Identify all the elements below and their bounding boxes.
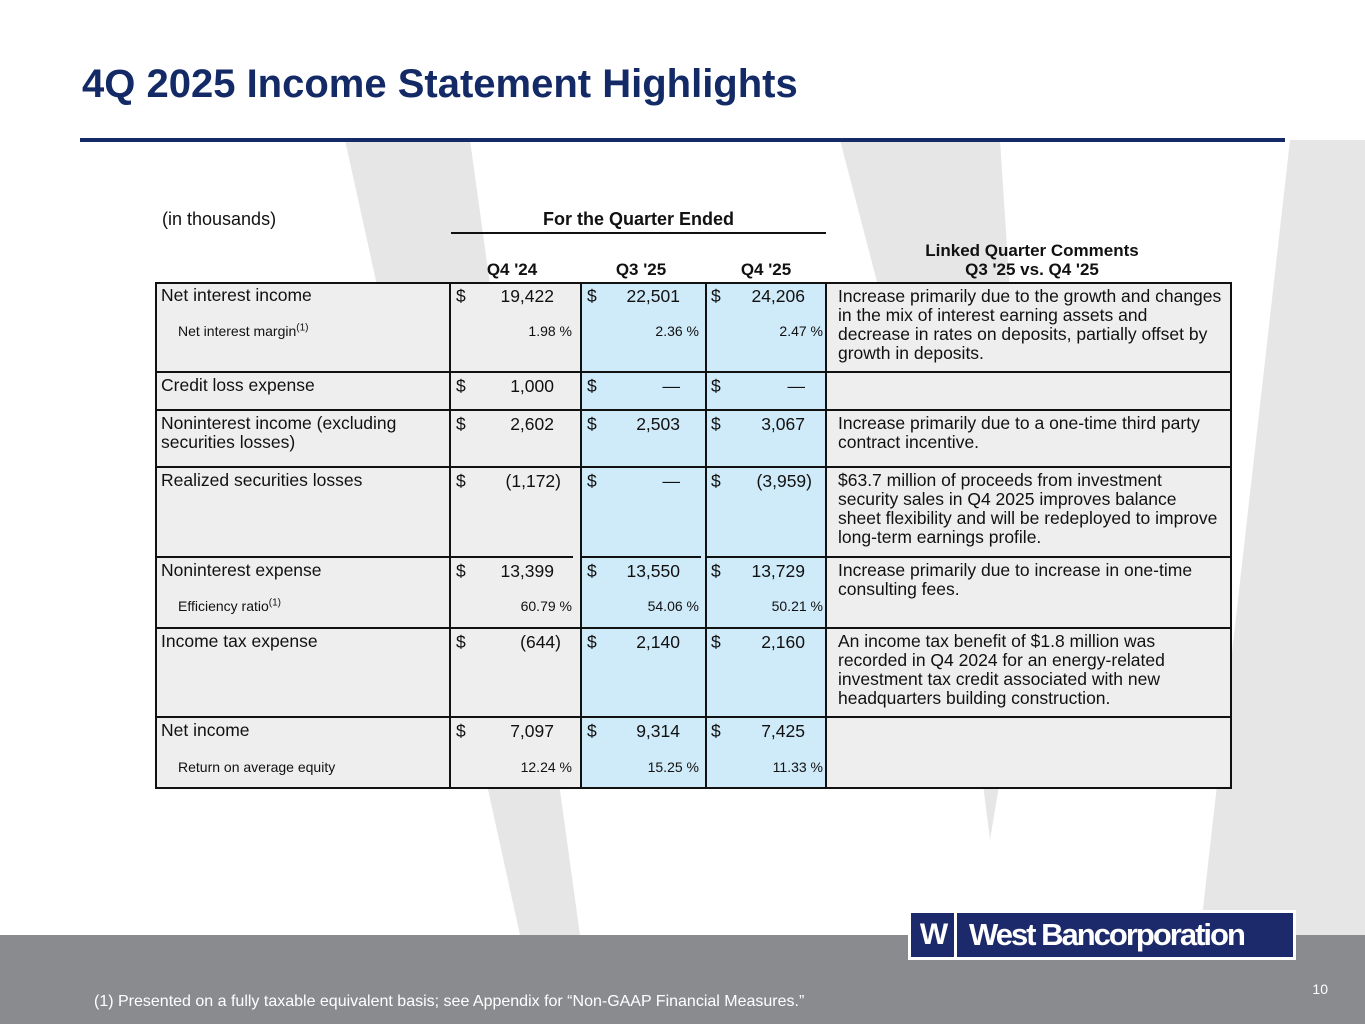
- pct-q3-25: 54.06 %: [647, 598, 699, 614]
- column-header-q4-24: Q4 '24: [486, 260, 538, 279]
- table-rule-bottom: [156, 787, 1232, 789]
- value-q4-24: (1,172): [505, 471, 561, 491]
- group-header: For the Quarter Ended: [542, 209, 735, 229]
- row-sublabel-net-interest-margin: Net interest margin$^{(1)}$: [178, 322, 309, 339]
- value-q3-25: 2,503: [636, 414, 680, 434]
- table-border-left: [155, 282, 157, 789]
- value-q3-25: 2,140: [636, 632, 680, 652]
- table-rule-4b: [581, 556, 701, 558]
- pct-q4-25: 11.33 %: [772, 759, 823, 775]
- pct-q4-24: 12.24 %: [520, 759, 572, 775]
- comment-header-line-2: Q3 '25 vs. Q4 '25: [965, 260, 1099, 279]
- pct-q3-25: 15.25 %: [647, 759, 699, 775]
- table-rule-5: [156, 627, 1232, 629]
- pct-q4-24: 60.79 %: [520, 598, 572, 614]
- row-label-net-interest-income: Net interest income: [161, 285, 312, 305]
- table-rule-6: [156, 716, 1232, 718]
- currency-sign: $: [456, 632, 466, 652]
- currency-sign: $: [456, 414, 466, 434]
- currency-sign: $: [587, 632, 597, 652]
- logo-mark: W: [911, 913, 957, 957]
- pct-q3-25: 2.36 %: [655, 323, 699, 339]
- value-q3-25: 22,501: [626, 286, 680, 306]
- row-sublabel-efficiency-ratio: Efficiency ratio$^{(1)}$: [178, 597, 282, 614]
- west-bancorporation-logo: [908, 910, 1296, 960]
- comment-noninterest-income: Increase primarily due to a one-time third party contract incentive.: [838, 413, 1200, 452]
- table-rule-4a: [156, 556, 573, 558]
- table-rule-2: [156, 409, 1232, 411]
- currency-sign: $: [456, 561, 466, 581]
- comment-noninterest-expense: Increase primarily due to increase in one-time consulting fees.: [838, 560, 1193, 599]
- currency-sign: $: [456, 286, 466, 306]
- comment-net-interest-income: Increase primarily due to the growth and changes in the mix of interest earning assets and decrease in rates on deposits, partially offset by growth in deposits.: [838, 286, 1222, 363]
- value-q3-25: —: [662, 471, 680, 491]
- currency-sign: $: [456, 376, 466, 396]
- currency-sign: $: [587, 286, 597, 306]
- table-divider-comments: [825, 282, 827, 789]
- table-border-right: [1230, 282, 1232, 789]
- row-sublabel-return-on-average-equity: Return on average equity: [178, 759, 336, 775]
- currency-sign: $: [587, 376, 597, 396]
- row-label-realized-securities-losses: Realized securities losses: [161, 470, 363, 490]
- table-rule-4c: [706, 556, 1232, 558]
- currency-sign: $: [711, 632, 721, 652]
- table-divider-label: [449, 282, 451, 789]
- value-q4-25: (3,959): [756, 471, 812, 491]
- value-q4-25: —: [787, 376, 805, 396]
- currency-sign: $: [711, 721, 721, 741]
- currency-sign: $: [456, 721, 466, 741]
- pct-q4-24: 1.98 %: [528, 323, 572, 339]
- value-q4-25: 24,206: [751, 286, 805, 306]
- column-header-q3-25: Q3 '25: [615, 260, 667, 279]
- table-divider-q4: [705, 282, 707, 789]
- value-q4-24: 7,097: [510, 721, 554, 741]
- table-rule-top: [156, 282, 1232, 284]
- highlight-column-q4-25: [706, 282, 826, 789]
- value-q4-25: 2,160: [761, 632, 805, 652]
- currency-sign: $: [711, 561, 721, 581]
- row-label-credit-loss-expense: Credit loss expense: [161, 375, 315, 395]
- comment-realized-securities-losses: $63.7 million of proceeds from investment security sales in Q4 2025 improves balance sheet flexibility and will be redeployed to improve long-term earnings profile.: [838, 470, 1218, 547]
- value-q3-25: —: [662, 376, 680, 396]
- currency-sign: $: [587, 721, 597, 741]
- value-q4-24: (644): [520, 632, 561, 652]
- currency-sign: $: [587, 414, 597, 434]
- value-q4-24: 2,602: [510, 414, 554, 434]
- logo-text: West Bancorporation: [969, 917, 1244, 952]
- row-label-noninterest-expense: Noninterest expense: [161, 560, 322, 580]
- row-label-noninterest-income: Noninterest income (excluding securities losses): [161, 413, 397, 452]
- units-note: (in thousands): [162, 209, 277, 229]
- column-header-q4-25: Q4 '25: [740, 260, 792, 279]
- pct-q4-25: 2.47 %: [779, 323, 823, 339]
- currency-sign: $: [711, 471, 721, 491]
- currency-sign: $: [711, 376, 721, 396]
- value-q4-24: 13,399: [500, 561, 554, 581]
- row-label-income-tax-expense: Income tax expense: [161, 631, 318, 651]
- comment-header: [832, 241, 1232, 279]
- value-q3-25: 9,314: [636, 721, 680, 741]
- row-label-net-income: Net income: [161, 720, 250, 740]
- currency-sign: $: [711, 414, 721, 434]
- footnote: (1) Presented on a fully taxable equivalent basis; see Appendix for “Non-GAAP Financial Measures.”: [94, 993, 805, 1010]
- title-underline: [80, 138, 1285, 142]
- currency-sign: $: [456, 471, 466, 491]
- highlight-column-q3-25: [581, 282, 706, 789]
- currency-sign: $: [711, 286, 721, 306]
- value-q4-25: 3,067: [761, 414, 805, 434]
- value-q4-24: 19,422: [500, 286, 554, 306]
- currency-sign: $: [587, 561, 597, 581]
- page-number: 10: [1312, 981, 1328, 997]
- table-divider-q3: [580, 282, 582, 789]
- value-q4-24: 1,000: [510, 376, 554, 396]
- pct-q4-25: 50.21 %: [771, 598, 823, 614]
- comment-header-line-1: Linked Quarter Comments: [925, 241, 1139, 260]
- table-rule-3: [156, 466, 1232, 468]
- group-header-rule: [451, 232, 826, 234]
- currency-sign: $: [587, 471, 597, 491]
- value-q3-25: 13,550: [626, 561, 680, 581]
- value-q4-25: 7,425: [761, 721, 805, 741]
- value-q4-25: 13,729: [751, 561, 805, 581]
- page-title: 4Q 2025 Income Statement Highlights: [82, 62, 798, 106]
- table-rule-1: [156, 371, 1232, 373]
- comment-income-tax-expense: An income tax benefit of $1.8 million was recorded in Q4 2024 for an energy-related investment tax credit associated with new headquarters building construction.: [838, 631, 1165, 708]
